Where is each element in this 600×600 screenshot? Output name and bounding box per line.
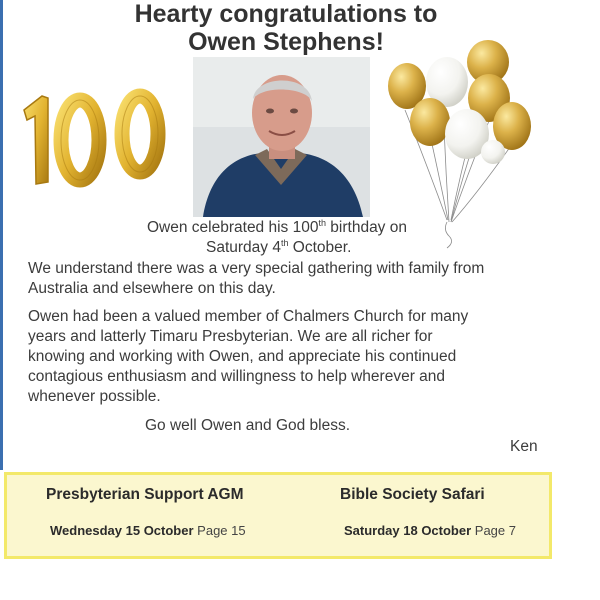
signature: Ken bbox=[510, 438, 538, 455]
article-para2-line: We understand there was a very special gathering with family from bbox=[28, 260, 485, 277]
article-para2-line: Australia and elsewhere on this day. bbox=[28, 280, 276, 297]
article-line-birthday: Owen celebrated his 100th birthday on bbox=[147, 217, 407, 236]
event-title: Bible Society Safari bbox=[340, 486, 485, 503]
headline-line-2: Owen Stephens! bbox=[188, 28, 384, 56]
event-page-ref: Page 7 bbox=[474, 523, 516, 538]
event-date: Saturday 18 October Page 7 bbox=[344, 523, 516, 538]
left-border-rule bbox=[0, 0, 3, 470]
closing-line: Go well Owen and God bless. bbox=[145, 417, 351, 434]
article-para3-line: Owen had been a valued member of Chalmers Church for many bbox=[28, 308, 469, 325]
headline-line-1: Hearty congratulations to bbox=[134, 0, 438, 28]
event-title: Presbyterian Support AGM bbox=[46, 486, 244, 503]
article-para3-line: contagious enthusiasm and willingness to help wherever and bbox=[28, 368, 446, 385]
event-page-ref: Page 15 bbox=[197, 523, 246, 538]
upcoming-events-box bbox=[4, 472, 552, 559]
article-para3-line: knowing and working with Owen, and appreciate his continued bbox=[28, 348, 457, 365]
event-date: Wednesday 15 October Page 15 bbox=[50, 523, 246, 538]
article-para3-line: whenever possible. bbox=[28, 388, 161, 405]
article-line-date: Saturday 4th October. bbox=[206, 237, 352, 256]
number-100-balloons-image bbox=[18, 86, 174, 190]
owen-portrait-photo bbox=[193, 57, 370, 217]
article-para3-line: years and latterly Timaru Presbyterian. We are all richer for bbox=[28, 328, 433, 345]
balloon-cluster-image bbox=[385, 40, 537, 250]
